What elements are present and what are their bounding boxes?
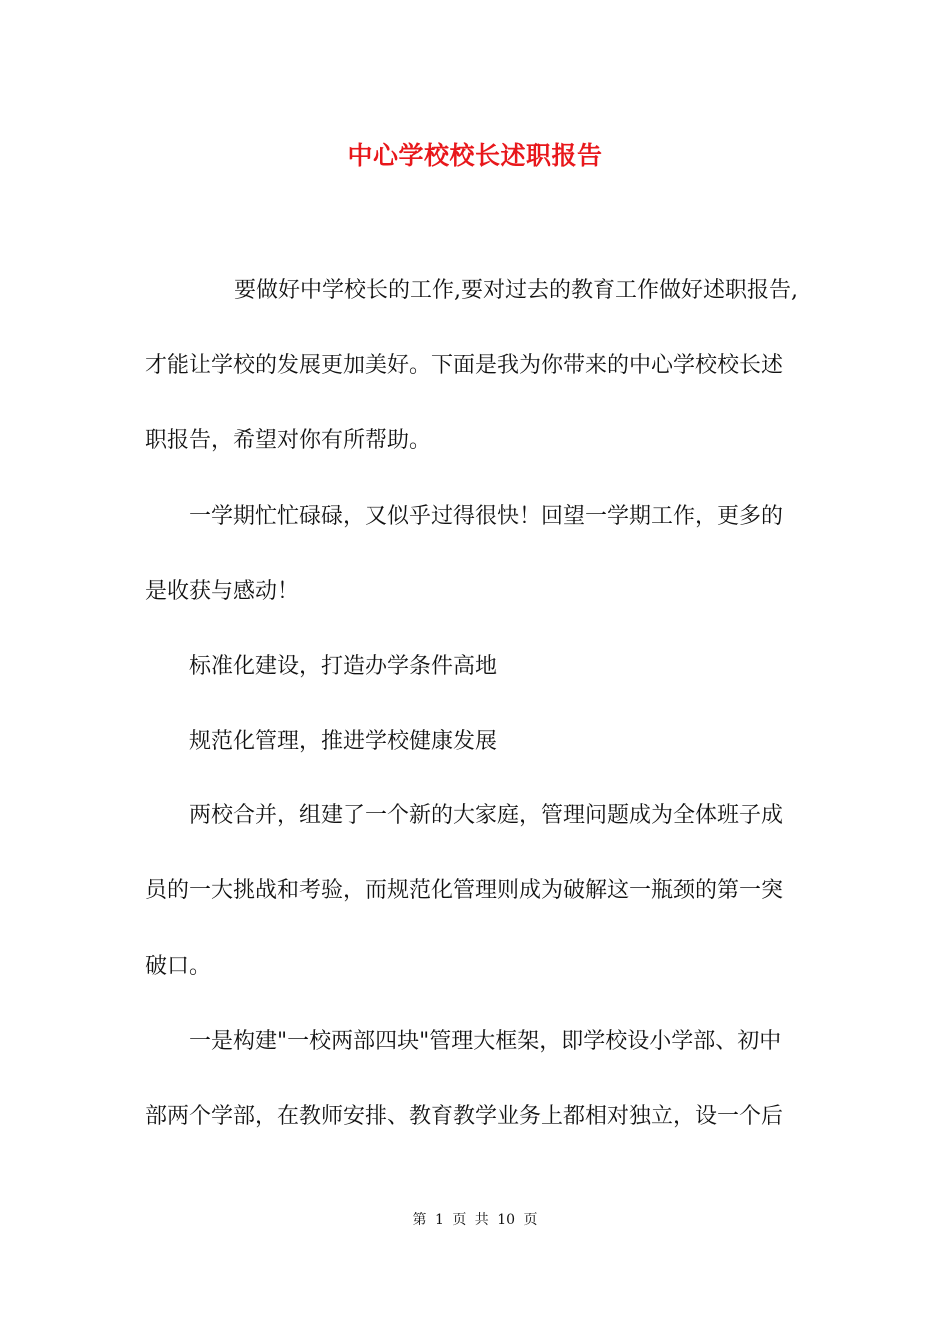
body-line-3: 职报告，希望对你有所帮助。	[145, 428, 432, 453]
footer-prefix: 第	[412, 1212, 427, 1228]
body-line-10: 破口。	[145, 954, 212, 979]
section-heading-2: 规范化管理，推进学校健康发展	[189, 729, 498, 754]
section-heading-1: 标准化建设，打造办学条件高地	[189, 654, 498, 679]
footer-current-page: 1	[434, 1212, 444, 1228]
body-line-9: 员的一大挑战和考验，而规范化管理则成为破解这一瓶颈的第一突	[145, 878, 784, 903]
footer-total-prefix: 共	[474, 1212, 489, 1228]
body-line-5: 是收获与感动！	[145, 579, 300, 604]
body-line-1: 要做好中学校长的工作,要对过去的教育工作做好述职报告,	[234, 278, 798, 303]
body-line-8: 两校合并，组建了一个新的大家庭，管理问题成为全体班子成	[189, 803, 784, 828]
body-line-11: 一是构建"一校两部四块"管理大框架，即学校设小学部、初中	[189, 1029, 782, 1054]
body-line-2: 才能让学校的发展更加美好。下面是我为你带来的中心学校校长述	[145, 353, 784, 378]
footer-suffix: 页	[523, 1212, 538, 1228]
footer-page-word: 页	[452, 1212, 467, 1228]
document-title: 中心学校校长述职报告	[347, 141, 603, 170]
body-line-12: 部两个学部，在教师安排、教育教学业务上都相对独立，设一个后	[145, 1104, 784, 1129]
footer-total-pages: 10	[497, 1212, 516, 1228]
body-line-4: 一学期忙忙碌碌，又似乎过得很快！回望一学期工作，更多的	[189, 504, 784, 529]
page-footer	[0, 1209, 950, 1229]
